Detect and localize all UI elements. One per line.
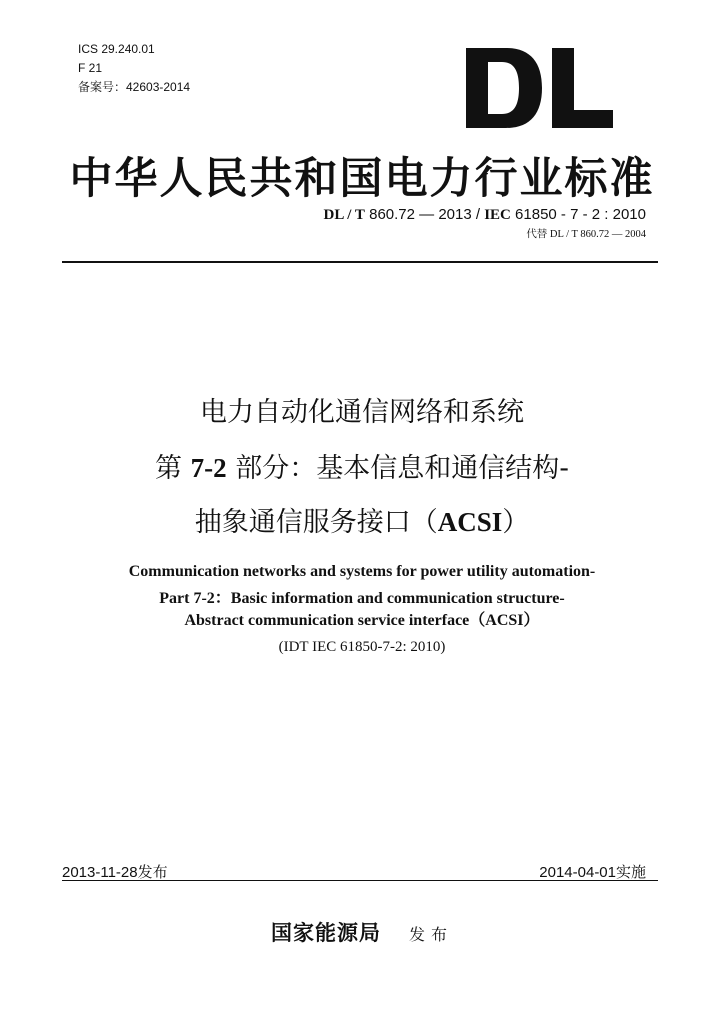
standard-code <box>324 206 646 224</box>
dl-logo <box>466 48 613 128</box>
identical-standard-note: (IDT IEC 61850-7-2: 2010) <box>278 639 446 655</box>
chinese-title-part-label: 第 <box>155 453 191 484</box>
header-divider <box>62 261 658 263</box>
dl-logo-letter-l <box>552 48 613 128</box>
dl-logo-letter-d <box>466 48 542 128</box>
replaces-standard: 代替 DL / T 860.72 — 2004 <box>526 229 646 240</box>
issue-date: 2013-11-28发布 <box>62 864 168 881</box>
footer-divider <box>62 880 658 881</box>
english-title-line-1: Communication networks and systems for power utility automation- <box>128 563 596 580</box>
chinese-title-part-number: 7-2 <box>190 453 227 483</box>
chinese-title-part-subject: 部分：基本信息和通信结构- <box>226 453 569 484</box>
filing-number: 备案号：42603-2014 <box>78 80 191 94</box>
publisher-block <box>0 917 724 947</box>
chinese-title-acsi-close: ） <box>502 507 530 538</box>
iec-number: 61850 - 7 - 2 : 2010 <box>510 206 646 223</box>
publisher-action: 发布 <box>408 925 453 944</box>
standard-code-number: 860.72 — 2013 / <box>364 206 485 223</box>
ics-code: ICS 29.240.01 <box>78 42 155 56</box>
iec-prefix: IEC <box>484 207 511 223</box>
publisher-name: 国家能源局 <box>270 920 381 945</box>
chinese-title-acsi-label: 抽象通信服务接口（ <box>194 507 438 538</box>
document-metadata <box>78 40 190 97</box>
chinese-title-line-1: 电力自动化通信网络和系统 <box>200 397 524 428</box>
implementation-date: 2014-04-01实施 <box>539 864 646 881</box>
english-title-line-2: Part 7-2：Basic information and communication structure- <box>159 590 565 607</box>
chinese-title-line-2 <box>0 446 724 485</box>
standard-category-title: 中华人民共和国电力行业标准 <box>69 154 655 204</box>
standard-code-prefix: DL / T <box>323 207 365 223</box>
standard-code-block <box>324 206 646 241</box>
english-title-line-3: Abstract communication service interface（ACSI） <box>184 612 540 629</box>
classification-code: F 21 <box>78 61 103 75</box>
chinese-title-acsi-abbr: ACSI <box>437 507 503 537</box>
chinese-title-line-3 <box>0 500 724 539</box>
